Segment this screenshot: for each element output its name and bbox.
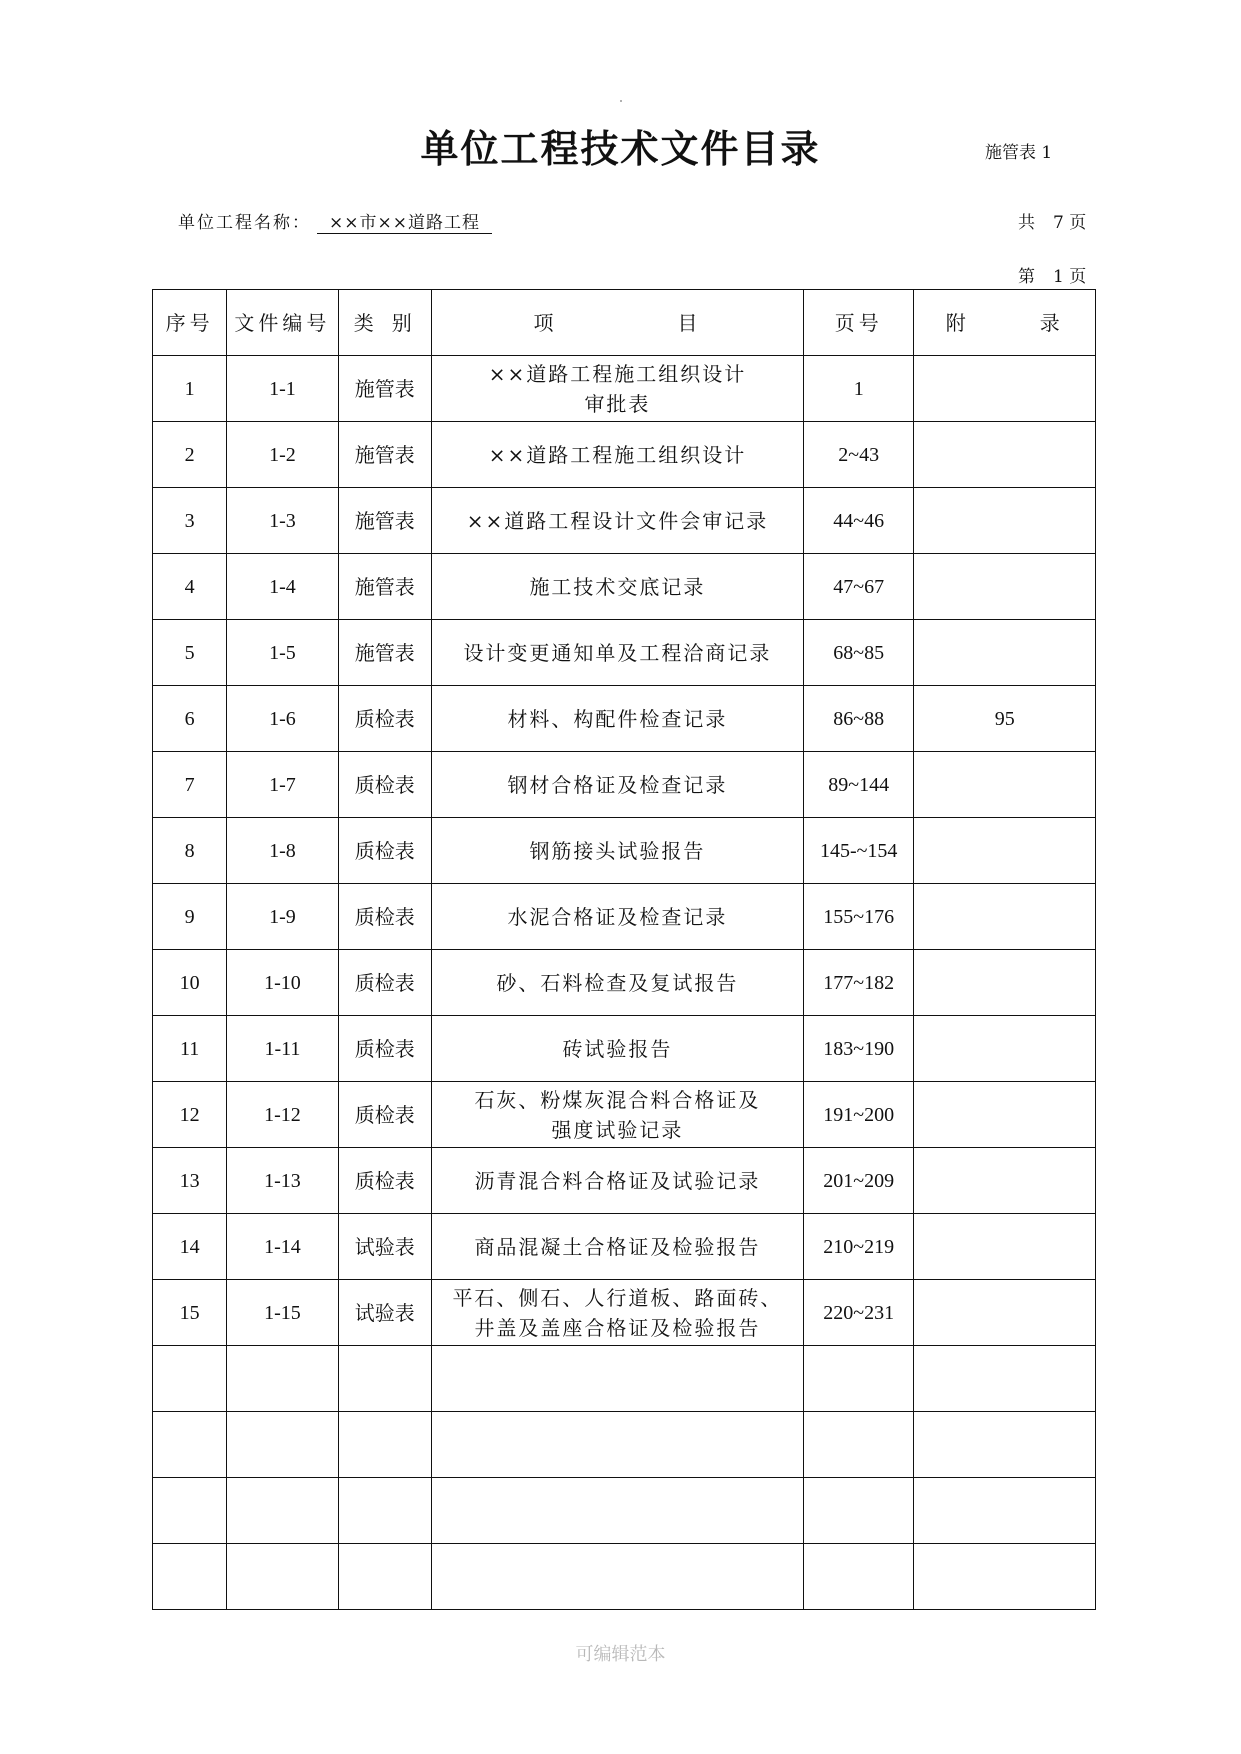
table-row [153,1214,1096,1280]
cell-no [153,1346,227,1412]
cell-no [153,1544,227,1610]
cell-attachment [914,818,1096,884]
table-row [153,1082,1096,1148]
form-code: 施管表 1 [985,143,1053,163]
cell-no [153,1412,227,1478]
cell-item [431,752,803,818]
cell-category: 质检表 [338,1082,431,1148]
cell-item-line2: 井盖及盖座合格证及检验报告 [474,1315,761,1340]
cell-item [431,422,803,488]
cell-code [227,1478,338,1544]
cell-pages [804,1346,914,1412]
cell-no: 14 [153,1214,227,1280]
cell-category: 试验表 [338,1280,431,1346]
decorative-dot [620,100,622,102]
cell-category: 施管表 [338,422,431,488]
cell-category: 施管表 [338,620,431,686]
cell-no [153,1478,227,1544]
cell-item-line2: 审批表 [584,391,651,416]
cell-attachment: 95 [914,686,1096,752]
table-row [153,356,1096,422]
table-header-row [153,290,1096,356]
cell-code: 1-9 [227,884,338,950]
cell-item-line1: 砂、石料检查及复试报告 [496,970,739,995]
table-row [153,422,1096,488]
table-row [153,488,1096,554]
cell-attachment [914,1346,1096,1412]
document-catalog-table [152,289,1096,1610]
cell-code: 1-12 [227,1082,338,1148]
current-page-value: 1 页 [1053,267,1087,287]
cell-item-line1: 钢筋接头试验报告 [529,838,706,863]
cell-item-line1: 砖试验报告 [562,1036,673,1061]
cell-code: 1-4 [227,554,338,620]
table-row [153,752,1096,818]
cell-no: 6 [153,686,227,752]
table-row [153,1346,1096,1412]
total-pages [1018,208,1086,233]
cell-category: 质检表 [338,686,431,752]
table-row [153,1544,1096,1610]
header-code: 文件编号 [227,290,338,356]
cell-item-line1: ××道路工程设计文件会审记录 [466,508,769,533]
header-category: 类 别 [338,290,431,356]
cell-category [338,1346,431,1412]
cell-no: 9 [153,884,227,950]
cell-attachment [914,356,1096,422]
header-attachment: 附 录 [914,290,1096,356]
cell-no: 2 [153,422,227,488]
header-no: 序号 [153,290,227,356]
table-row [153,884,1096,950]
cell-item [431,356,803,422]
cell-pages: 1 [804,356,914,422]
cell-category: 质检表 [338,1148,431,1214]
cell-attachment [914,1148,1096,1214]
cell-pages: 220~231 [804,1280,914,1346]
cell-category [338,1478,431,1544]
cell-code: 1-5 [227,620,338,686]
table-row [153,620,1096,686]
table-row [153,1478,1096,1544]
cell-code: 1-1 [227,356,338,422]
cell-no: 5 [153,620,227,686]
cell-no: 13 [153,1148,227,1214]
cell-code [227,1412,338,1478]
cell-pages: 145-~154 [804,818,914,884]
total-pages-value: 7 页 [1053,213,1087,233]
cell-item [431,1544,803,1610]
cell-pages: 155~176 [804,884,914,950]
cell-attachment [914,1478,1096,1544]
page-title: 单位工程技术文件目录 [420,126,821,171]
cell-pages: 183~190 [804,1016,914,1082]
cell-code: 1-8 [227,818,338,884]
table-row [153,1280,1096,1346]
cell-code: 1-6 [227,686,338,752]
total-pages-prefix: 共 [1018,213,1035,233]
cell-pages [804,1412,914,1478]
cell-item [431,1412,803,1478]
cell-item-line1: 水泥合格证及检查记录 [507,904,728,929]
cell-no: 12 [153,1082,227,1148]
cell-code [227,1544,338,1610]
cell-item [431,1346,803,1412]
cell-code: 1-7 [227,752,338,818]
cell-item-line1: 商品混凝土合格证及检验报告 [474,1234,761,1259]
cell-no: 4 [153,554,227,620]
cell-no: 1 [153,356,227,422]
cell-pages: 201~209 [804,1148,914,1214]
cell-attachment [914,950,1096,1016]
cell-attachment [914,554,1096,620]
footer-watermark: 可编辑范本 [575,1644,666,1665]
table-row [153,950,1096,1016]
cell-category: 质检表 [338,752,431,818]
cell-pages: 191~200 [804,1082,914,1148]
cell-pages: 47~67 [804,554,914,620]
current-page [1018,262,1086,287]
table-row [153,1148,1096,1214]
cell-code: 1-3 [227,488,338,554]
cell-item [431,818,803,884]
cell-category: 施管表 [338,488,431,554]
cell-item [431,950,803,1016]
cell-attachment [914,1544,1096,1610]
cell-no: 8 [153,818,227,884]
cell-attachment [914,752,1096,818]
cell-item [431,1016,803,1082]
cell-category: 质检表 [338,884,431,950]
cell-no: 3 [153,488,227,554]
cell-category: 施管表 [338,554,431,620]
table-row [153,1016,1096,1082]
cell-item-line1: ××道路工程施工组织设计 [488,442,747,467]
header-pages: 页号 [804,290,914,356]
cell-item [431,488,803,554]
cell-attachment [914,884,1096,950]
cell-pages: 2~43 [804,422,914,488]
cell-item-line1: ××道路工程施工组织设计 [488,361,747,386]
cell-category: 质检表 [338,818,431,884]
table-row [153,1412,1096,1478]
header-item: 项 目 [431,290,803,356]
cell-code: 1-2 [227,422,338,488]
cell-pages: 68~85 [804,620,914,686]
cell-item [431,1214,803,1280]
cell-category [338,1412,431,1478]
cell-no: 11 [153,1016,227,1082]
cell-attachment [914,1412,1096,1478]
cell-item [431,1082,803,1148]
cell-item [431,1148,803,1214]
cell-attachment [914,1280,1096,1346]
cell-attachment [914,422,1096,488]
cell-attachment [914,1214,1096,1280]
cell-item-line1: 设计变更通知单及工程洽商记录 [463,640,772,665]
cell-pages: 44~46 [804,488,914,554]
cell-item [431,1478,803,1544]
cell-pages: 86~88 [804,686,914,752]
cell-item-line1: 钢材合格证及检查记录 [507,772,728,797]
cell-pages: 177~182 [804,950,914,1016]
table-row [153,818,1096,884]
cell-pages: 89~144 [804,752,914,818]
cell-item-line2: 强度试验记录 [551,1117,684,1142]
table-row [153,554,1096,620]
cell-code: 1-13 [227,1148,338,1214]
cell-code: 1-15 [227,1280,338,1346]
cell-item-line1: 材料、构配件检查记录 [507,706,728,731]
cell-pages: 210~219 [804,1214,914,1280]
unit-name-label: 单位工程名称： [178,213,311,233]
cell-pages [804,1544,914,1610]
cell-item-line1: 石灰、粉煤灰混合料合格证及 [474,1087,761,1112]
cell-attachment [914,488,1096,554]
cell-category: 试验表 [338,1214,431,1280]
cell-item-line1: 施工技术交底记录 [529,574,706,599]
cell-category: 质检表 [338,1016,431,1082]
cell-attachment [914,1016,1096,1082]
cell-item-line1: 沥青混合料合格证及试验记录 [474,1168,761,1193]
cell-category: 施管表 [338,356,431,422]
cell-item [431,686,803,752]
cell-no: 15 [153,1280,227,1346]
cell-item [431,884,803,950]
cell-item [431,554,803,620]
table-row [153,686,1096,752]
cell-code: 1-14 [227,1214,338,1280]
cell-code: 1-11 [227,1016,338,1082]
cell-attachment [914,620,1096,686]
cell-item [431,620,803,686]
cell-attachment [914,1082,1096,1148]
cell-code: 1-10 [227,950,338,1016]
cell-item [431,1280,803,1346]
cell-item-line1: 平石、侧石、人行道板、路面砖、 [452,1285,783,1310]
unit-name-row [178,208,492,234]
cell-code [227,1346,338,1412]
cell-pages [804,1478,914,1544]
unit-name-value: ××市××道路工程 [317,208,492,234]
cell-category: 质检表 [338,950,431,1016]
cell-no: 10 [153,950,227,1016]
cell-no: 7 [153,752,227,818]
cell-category [338,1544,431,1610]
current-page-prefix: 第 [1018,267,1035,287]
